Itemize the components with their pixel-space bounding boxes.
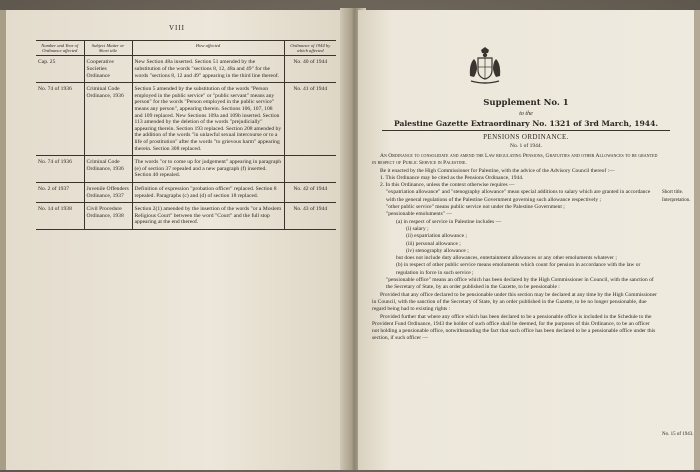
- cell-subject: Criminal Code Ordinance, 1936: [84, 156, 132, 183]
- divider: [382, 130, 670, 131]
- enacting-clause: Be it enacted by the High Commissioner for Palestine, with the advice of the Advisory Council thereof :—: [380, 167, 615, 174]
- definition: "pensionable emoluments" —: [386, 211, 452, 218]
- table-row: [36, 83, 336, 156]
- table-row: [36, 56, 336, 83]
- royal-coat-of-arms-icon: [466, 46, 504, 86]
- cell-ordinance: No. 41 of 1944: [284, 83, 336, 156]
- left-page: [6, 10, 348, 470]
- margin-note-ordinance: No. 15 of 1943.: [662, 432, 694, 437]
- definition-exclusion: but does not include duty allowances, entertainment allowances or any other emoluments whatever ;: [396, 255, 617, 262]
- paragraph-1: 1. This Ordinance may be cited as the Pensions Ordinance, 1944.: [380, 174, 524, 181]
- cell-how: Definition of expression "probation officer" replaced. Section 8 repealed. Paragraphs (c) and (d) of section 18 replaced.: [132, 182, 284, 202]
- cell-number: No. 14 of 1938: [36, 203, 84, 230]
- cell-how: Section 5 amended by the substitution of the words "Person employed in the public service" or "public servant" means any person" for the words "Person employed in the public service" means any person", appearing therein. Sections 106, 107, 108 and 109 replaced. New Sections 109a and 109b inserted. Section 113 amended by the deletion of the words "prejudicially" appearing therein. Section 193 replaced. Section 208 amended by the addition of the words "in unlawful sexual intercourse or to a life of prostitution" after the words "to grievous harm" appearing therein. Section 308 replaced.: [132, 83, 284, 156]
- paragraph-2: 2. In this Ordinance, unless the context otherwise requires —: [380, 182, 515, 189]
- gazette-title: Palestine Gazette Extraordinary No. 1321 of 3rd March, 1944.: [393, 119, 659, 128]
- cell-ordinance: No. 43 of 1944: [284, 203, 336, 230]
- ordinance-body: [372, 153, 658, 343]
- page-number: VIII: [168, 24, 186, 32]
- margin-note-interpretation: Interpretation.: [662, 198, 691, 203]
- cell-subject: Civil Procedure Ordinance, 1938: [84, 203, 132, 230]
- proviso: Provided further that where any office which has been declared to be a pensionable office is included in the Schedule to the Provident Fund Ordinance, 1943 the holder of such office shall be deemed, for the purposes of this Ordinance, to be an officer not holding a pensionable office, notwithstanding the fact that such office has been declared to be a pensionable office under this section, if such officer —: [372, 313, 656, 342]
- definition-item: (ii) expatriation allowance ;: [406, 233, 467, 240]
- margin-note-short-title: Short title.: [662, 190, 684, 195]
- cell-subject: Criminal Code Ordinance, 1936: [84, 83, 132, 156]
- amendments-table: [36, 40, 336, 230]
- table-row: [36, 156, 336, 183]
- cell-number: No. 74 of 1936: [36, 83, 84, 156]
- ordinance-number: No. 1 of 1944.: [510, 143, 542, 149]
- cell-number: Cap. 25: [36, 56, 84, 83]
- cell-how: New Section 48a inserted. Section 51 amended by the substitution of the words "sections 8, 12, 48a and 49" for the words "sections 8, 12 and 49" appearing in the third line thereof.: [132, 56, 284, 83]
- definition-item: (iv) stenography allowance ;: [406, 247, 469, 254]
- definition: "other public service" means public service not under the Palestine Government ;: [386, 204, 565, 211]
- definition: "pensionable office" means an office which has been declared by the High Commissioner in Council, with the sanction of the Secretary of State, by an order published in the Gazette, to be pensionable :: [386, 277, 654, 291]
- table-row: [36, 203, 336, 230]
- supplement-title: Supplement No. 1: [483, 98, 569, 108]
- definition-item: (iii) personal allowance ;: [406, 240, 461, 247]
- definition-item: (i) salary ;: [406, 225, 429, 232]
- table-row: [36, 182, 336, 202]
- definition: "expatriation allowance" and "stenography allowance" mean special additions to salary which are granted in accordance with the general regulations of the Palestine Government governing such allowance respectively ;: [386, 189, 651, 203]
- cell-ordinance: No. 42 of 1944: [284, 182, 336, 202]
- definition-sub: (b) in respect of other public service means emoluments which count for pension in accordance with the law or regulation in force in such service ;: [396, 262, 641, 276]
- cell-subject: Cooperative Societies Ordinance: [84, 56, 132, 83]
- definition-sub: (a) in respect of service in Palestine includes —: [396, 218, 502, 225]
- preamble: An Ordinance to consolidate and amend the Law regulating Pensions, Gratuities and other Allowances to be granted in respect of Public Service in Palestine.: [372, 153, 658, 167]
- to-the: to the: [519, 111, 533, 117]
- cell-ordinance: No. 40 of 1944: [284, 56, 336, 83]
- header-number: Number and Year of Ordinance affected: [36, 41, 84, 56]
- cell-number: No. 2 of 1937: [36, 182, 84, 202]
- ordinance-title: PENSIONS ORDINANCE.: [483, 133, 569, 141]
- cell-number: No. 74 of 1936: [36, 156, 84, 183]
- cell-subject: Juvenile Offenders Ordinance, 1937: [84, 182, 132, 202]
- proviso: Provided that any office declared to be pensionable under this section may be declared at any time by the High Commissioner in Council, with the sanction of the Secretary of State, by an order published in the Gazette, to be no longer pensionable, due regard being had to existing rights :: [372, 291, 657, 313]
- right-page: [358, 10, 694, 470]
- cell-how: Section 2(1) amended by the insertion of the words "or a Moslem Religious Court" between the word "Court" and the full stop appearing at the end thereof.: [132, 203, 284, 230]
- header-subject: Subject Matter or Short title: [84, 41, 132, 56]
- cell-how: The words "or to come up for judgement" appearing in paragraph (e) of section 37 repealed and a new paragraph (f) inserted. Section 40 repealed.: [132, 156, 284, 183]
- header-how: How affected: [132, 41, 284, 56]
- cell-ordinance: [284, 156, 336, 183]
- header-ordinance: Ordinance of 1944 by which affected: [284, 41, 336, 56]
